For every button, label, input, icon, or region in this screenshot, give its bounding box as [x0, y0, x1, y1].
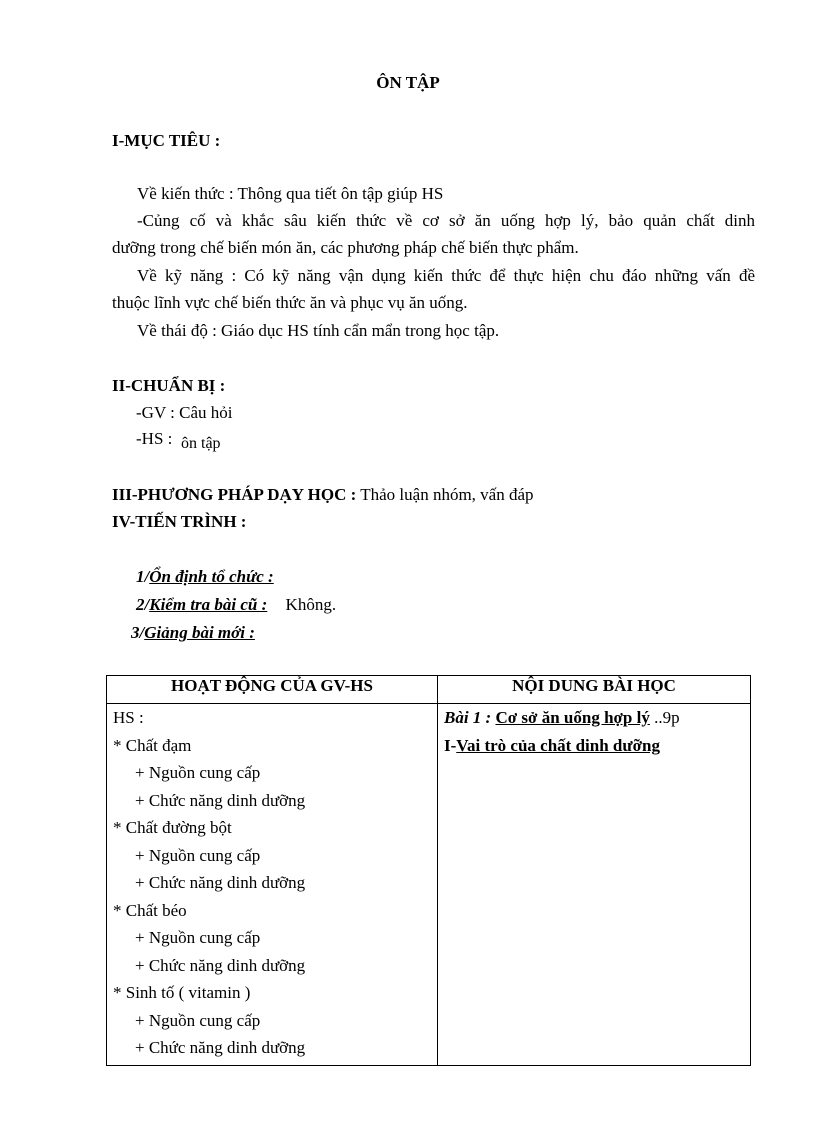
- lesson-table-header-row: [107, 676, 751, 704]
- lesson-time: ..9p: [654, 708, 680, 727]
- activity-line: + Nguồn cung cấp: [135, 928, 261, 947]
- activity-line: + Chức năng dinh dưỡng: [135, 1038, 306, 1057]
- step-1: [136, 567, 274, 587]
- activities-cell: [107, 704, 438, 1066]
- section-method-value: Thảo luận nhóm, vấn đáp: [360, 485, 534, 504]
- step-1-label: Ổn định tổ chức :: [149, 567, 274, 586]
- lesson-title: Cơ sở ăn uống hợp lý: [495, 708, 650, 727]
- activity-line: + Nguồn cung cấp: [135, 763, 261, 782]
- activity-line: * Chất đạm: [113, 735, 192, 755]
- activity-line: + Chức năng dinh dưỡng: [135, 955, 306, 975]
- step-2-number: 2/: [136, 595, 150, 614]
- section-method-heading: III-PHƯƠNG PHÁP DẠY HỌC :: [112, 485, 357, 504]
- section-objectives-heading: I-MỤC TIÊU :: [112, 131, 221, 150]
- step-3-number: 3/: [131, 623, 145, 642]
- prep-hs-value: ôn tập: [181, 435, 221, 452]
- knowledge-detail-line2: dưỡng trong chế biến món ăn, các phương pháp chế biến thực phẩm.: [112, 238, 579, 257]
- activity-line: + Nguồn cung cấp: [135, 845, 261, 865]
- activity-line: + Nguồn cung cấp: [135, 1010, 261, 1030]
- subsection-prefix: I-: [444, 735, 457, 755]
- skill-line2: thuộc lĩnh vực chế biến thức ăn và phục vụ ăn uống.: [112, 293, 468, 312]
- subsection-title: Vai trò của chất dinh dưỡng: [456, 735, 660, 755]
- section-method: [112, 485, 534, 505]
- knowledge-line: Về kiến thức : Thông qua tiết ôn tập giúp HS: [137, 184, 444, 203]
- activity-line: + Chức năng dinh dưỡng: [135, 873, 306, 892]
- header-activities: HOẠT ĐỘNG CỦA GV-HS: [107, 676, 438, 704]
- section-process-heading: IV-TIẾN TRÌNH :: [112, 512, 247, 531]
- subsection-line: [438, 732, 750, 760]
- activity-line: HS :: [113, 708, 144, 727]
- prep-gv: -GV : Câu hỏi: [136, 403, 233, 422]
- activity-line: * Sinh tố ( vitamin ): [113, 983, 251, 1002]
- step-1-number: 1/: [136, 567, 150, 586]
- lesson-label: Bài 1 :: [444, 708, 492, 727]
- knowledge-detail-line1: -Củng cố và khắc sâu kiến thức về cơ sở ăn uống hợp lý, bảo quản chất dinh: [137, 211, 755, 230]
- section-preparation-heading: II-CHUẨN BỊ :: [112, 376, 226, 395]
- attitude-line: Về thái độ : Giáo dục HS tính cẩn mẩn trong học tập.: [137, 321, 500, 340]
- prep-hs-label: -HS :: [136, 429, 173, 448]
- lesson-table: [106, 675, 751, 1066]
- step-3: [131, 623, 255, 643]
- skill-line1: Về kỹ năng : Có kỹ năng vận dụng kiến thức để thực hiện chu đáo những vấn đề: [137, 266, 755, 285]
- header-content: NỘI DUNG BÀI HỌC: [438, 676, 751, 704]
- activity-line: + Chức năng dinh dưỡng: [135, 790, 306, 810]
- activity-line: * Chất béo: [113, 900, 187, 920]
- step-2-label: Kiểm tra bài cũ :: [149, 595, 268, 614]
- lesson-title-line: [438, 704, 750, 732]
- activity-line: * Chất đường bột: [113, 818, 232, 837]
- content-cell: [438, 704, 751, 1066]
- lesson-table-body-row: [107, 704, 751, 1066]
- step-2: [136, 595, 336, 615]
- step-2-value: Không.: [285, 595, 337, 614]
- page-title: ÔN TẬP: [376, 73, 440, 92]
- step-3-label: Giảng bài mới :: [144, 623, 255, 642]
